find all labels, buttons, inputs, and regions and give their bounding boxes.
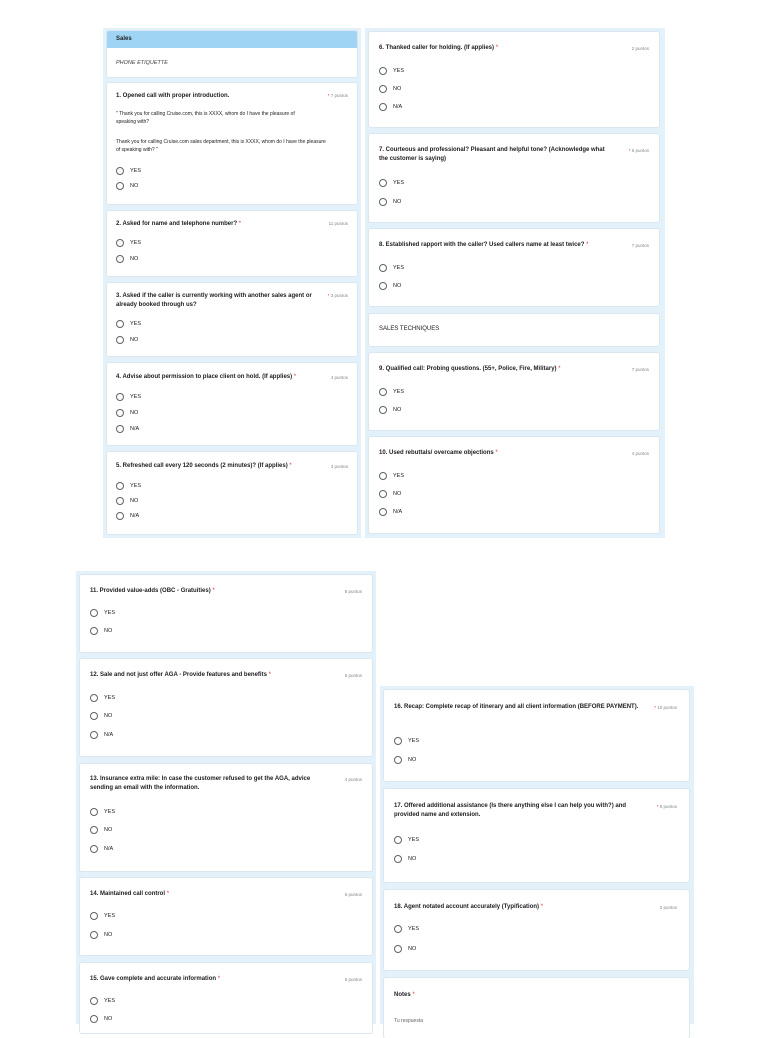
- notes-card: Notes * Tu respuesta: [384, 978, 689, 1038]
- option-no[interactable]: NO: [379, 198, 401, 206]
- radio-icon[interactable]: [394, 945, 402, 953]
- radio-icon[interactable]: [116, 393, 124, 401]
- option-na[interactable]: N/A: [90, 845, 113, 853]
- question-text: 14. Maintained call control: [90, 891, 166, 897]
- radio-icon[interactable]: [379, 472, 387, 480]
- option-no[interactable]: NO: [116, 497, 138, 505]
- points-label: 4 puntos: [330, 375, 348, 380]
- radio-icon[interactable]: [90, 731, 98, 739]
- question-card-5: 5. Refreshed call every 120 seconds (2 minutes)? (If applies) * 3 puntos YES NO N/A: [107, 452, 357, 534]
- option-yes[interactable]: YES: [116, 393, 141, 401]
- radio-icon[interactable]: [90, 912, 98, 920]
- question-text: 9. Qualified call: Probing questions. (55+, Police, Fire, Military): [379, 366, 557, 372]
- option-no[interactable]: NO: [90, 712, 112, 720]
- radio-icon[interactable]: [116, 425, 124, 433]
- radio-icon[interactable]: [379, 406, 387, 414]
- points-label: * 6 puntos: [628, 148, 649, 153]
- option-na[interactable]: N/A: [379, 103, 402, 111]
- radio-icon[interactable]: [116, 497, 124, 505]
- notes-input[interactable]: Tu respuesta: [394, 1018, 423, 1024]
- radio-icon[interactable]: [116, 182, 124, 190]
- option-na[interactable]: N/A: [379, 508, 402, 516]
- form-header-bar: [107, 31, 357, 48]
- radio-icon[interactable]: [379, 179, 387, 187]
- points-label: 3 puntos: [330, 464, 348, 469]
- points-label: 7 puntos: [631, 367, 649, 372]
- points-label: 5 puntos: [344, 977, 362, 982]
- question-text: 15. Gave complete and accurate information: [90, 976, 217, 982]
- question-card-14: 14. Maintained call control * 5 puntos YES NO: [80, 878, 372, 955]
- option-no[interactable]: NO: [394, 855, 416, 863]
- radio-icon[interactable]: [90, 609, 98, 617]
- option-no[interactable]: NO: [379, 490, 401, 498]
- question-card-11: 11. Provided value-adds (OBC - Gratuities) * 8 puntos YES NO: [80, 575, 372, 652]
- form-title: Sales: [116, 36, 132, 42]
- question-text: 13. Insurance extra mile: In case the customer refused to get the AGA, advice sending an email with the information.: [90, 776, 311, 791]
- question-text: 5. Refreshed call every 120 seconds (2 minutes)? (If applies): [116, 463, 288, 469]
- radio-icon[interactable]: [379, 388, 387, 396]
- option-no[interactable]: NO: [90, 931, 112, 939]
- points-label: 8 puntos: [344, 589, 362, 594]
- radio-icon[interactable]: [394, 925, 402, 933]
- question-card-16: [384, 690, 689, 781]
- radio-icon[interactable]: [379, 508, 387, 516]
- option-yes[interactable]: YES: [116, 239, 141, 247]
- option-na[interactable]: N/A: [116, 512, 139, 520]
- points-label: 11 puntos: [328, 221, 348, 226]
- option-yes[interactable]: YES: [394, 836, 419, 844]
- option-no[interactable]: NO: [379, 406, 401, 414]
- radio-icon[interactable]: [394, 855, 402, 863]
- option-yes[interactable]: YES: [116, 167, 141, 175]
- option-yes[interactable]: YES: [379, 67, 404, 75]
- radio-icon[interactable]: [90, 931, 98, 939]
- radio-icon[interactable]: [379, 282, 387, 290]
- section-title-sales-techniques: SALES TECHNIQUES: [379, 326, 440, 332]
- option-no[interactable]: NO: [116, 336, 138, 344]
- option-no[interactable]: NO: [394, 945, 416, 953]
- question-card-15: 15. Gave complete and accurate information * 5 puntos YES NO: [80, 963, 372, 1033]
- question-text: 3. Asked if the caller is currently working with another sales agent or already booked through us?: [116, 293, 312, 308]
- option-no[interactable]: NO: [90, 826, 112, 834]
- question-text: 7. Courteous and professional? Pleasant and helpful tone? (Acknowledge what the customer is saying): [379, 147, 605, 162]
- option-no[interactable]: NO: [394, 756, 416, 764]
- radio-icon[interactable]: [90, 997, 98, 1005]
- option-yes[interactable]: YES: [90, 694, 115, 702]
- section-card-sales-techniques: [369, 314, 659, 346]
- radio-icon[interactable]: [394, 756, 402, 764]
- question-text: 11. Provided value-adds (OBC - Gratuities): [90, 588, 211, 594]
- question-text: 17. Offered additional assistance (Is there anything else I can help you with?) and provided name and extension.: [394, 803, 627, 818]
- radio-icon[interactable]: [90, 1015, 98, 1023]
- question-text: 8. Established rapport with the caller? Used callers name at least twice?: [379, 242, 585, 248]
- radio-icon[interactable]: [116, 239, 124, 247]
- option-yes[interactable]: YES: [90, 808, 115, 816]
- question-card-6: 6. Thanked caller for holding. (If applies) * 2 puntos YES NO N/A: [369, 32, 659, 127]
- question-card-13: [80, 764, 372, 871]
- option-na[interactable]: N/A: [90, 731, 113, 739]
- option-yes[interactable]: YES: [116, 482, 141, 490]
- points-label: * 10 puntos: [654, 705, 677, 710]
- radio-icon[interactable]: [116, 409, 124, 417]
- radio-icon[interactable]: [116, 512, 124, 520]
- radio-icon[interactable]: [90, 694, 98, 702]
- points-label: 7 puntos: [631, 243, 649, 248]
- points-label: 4 puntos: [631, 451, 649, 456]
- points-label: 5 puntos: [344, 673, 362, 678]
- radio-icon[interactable]: [116, 167, 124, 175]
- question-text: 12. Sale and not just offer AGA - Provide features and benefits: [90, 672, 267, 678]
- question-card-10: 10. Used rebuttals/ overcame objections * 4 puntos YES NO N/A: [369, 437, 659, 533]
- option-yes[interactable]: YES: [379, 388, 404, 396]
- radio-icon[interactable]: [116, 336, 124, 344]
- option-yes[interactable]: YES: [90, 997, 115, 1005]
- option-no[interactable]: NO: [116, 409, 138, 417]
- radio-icon[interactable]: [379, 198, 387, 206]
- radio-icon[interactable]: [116, 482, 124, 490]
- question-text: 16. Recap: Complete recap of itinerary and all client information (BEFORE PAYMENT).: [394, 704, 639, 710]
- option-yes[interactable]: YES: [394, 925, 419, 933]
- question-text: 10. Used rebuttals/ overcame objections: [379, 450, 494, 456]
- question-card-8: 8. Established rapport with the caller? Used callers name at least twice? * 7 puntos YES NO: [369, 229, 659, 306]
- points-label: * 3 puntos: [327, 293, 348, 298]
- radio-icon[interactable]: [379, 67, 387, 75]
- question-card-7: [369, 134, 659, 222]
- radio-icon[interactable]: [116, 255, 124, 263]
- question-text: 1. Opened call with proper introduction.: [116, 93, 230, 99]
- option-no[interactable]: NO: [116, 182, 138, 190]
- radio-icon[interactable]: [116, 320, 124, 328]
- radio-icon[interactable]: [90, 845, 98, 853]
- points-label: 4 puntos: [344, 777, 362, 782]
- radio-icon[interactable]: [90, 826, 98, 834]
- question-card-2: 2. Asked for name and telephone number? * 11 puntos YES NO: [107, 211, 357, 276]
- option-no[interactable]: NO: [90, 1015, 112, 1023]
- option-no[interactable]: NO: [379, 282, 401, 290]
- option-no[interactable]: NO: [116, 255, 138, 263]
- points-label: * 7 puntos: [327, 93, 348, 98]
- question-text: 4. Advise about permission to place client on hold. (If applies): [116, 374, 293, 380]
- radio-icon[interactable]: [379, 264, 387, 272]
- question-card-4: 4. Advise about permission to place client on hold. (If applies) * 4 puntos YES NO N/A: [107, 363, 357, 445]
- points-label: 2 puntos: [659, 905, 677, 910]
- option-yes[interactable]: YES: [90, 912, 115, 920]
- section-title-phone-etiquette: PHONE ETIQUETTE: [116, 60, 168, 66]
- option-yes[interactable]: YES: [379, 179, 404, 187]
- question-card-12: 12. Sale and not just offer AGA - Provide features and benefits * 5 puntos YES NO N/A: [80, 659, 372, 756]
- question-text: 2. Asked for name and telephone number?: [116, 221, 238, 227]
- question-card-9: 9. Qualified call: Probing questions. (55+, Police, Fire, Military) * 7 puntos YES NO: [369, 353, 659, 430]
- question-text: 6. Thanked caller for holding. (If applies): [379, 45, 495, 51]
- radio-icon[interactable]: [379, 103, 387, 111]
- radio-icon[interactable]: [90, 712, 98, 720]
- question-description: Thank you for calling Cruise.com sales department, this is XXXX, whom do I have the pleasure of speaking with? ": [116, 139, 326, 153]
- points-label: 5 puntos: [344, 892, 362, 897]
- form-header-card: [107, 31, 357, 77]
- option-na[interactable]: N/A: [116, 425, 139, 433]
- question-card-18: 18. Agent notated account accurately (Typification) * 2 puntos YES NO: [384, 890, 689, 970]
- radio-icon[interactable]: [379, 490, 387, 498]
- points-label: * 9 puntos: [656, 804, 677, 809]
- radio-icon[interactable]: [394, 836, 402, 844]
- option-no[interactable]: NO: [379, 85, 401, 93]
- option-yes[interactable]: YES: [379, 472, 404, 480]
- option-no[interactable]: NO: [90, 627, 112, 635]
- option-yes[interactable]: YES: [90, 609, 115, 617]
- radio-icon[interactable]: [90, 808, 98, 816]
- option-yes[interactable]: YES: [116, 320, 141, 328]
- question-card-17: [384, 789, 689, 882]
- radio-icon[interactable]: [379, 85, 387, 93]
- option-yes[interactable]: YES: [379, 264, 404, 272]
- radio-icon[interactable]: [394, 737, 402, 745]
- question-card-1: [107, 83, 357, 204]
- points-label: 2 puntos: [631, 46, 649, 51]
- notes-label: Notes: [394, 992, 411, 998]
- question-card-3: [107, 283, 357, 356]
- question-description: " Thank you for calling Cruise.com, this is XXXX, whom do I have the pleasure of speaking with?: [116, 111, 295, 125]
- question-text: 18. Agent notated account accurately (Typification): [394, 904, 540, 910]
- option-yes[interactable]: YES: [394, 737, 419, 745]
- radio-icon[interactable]: [90, 627, 98, 635]
